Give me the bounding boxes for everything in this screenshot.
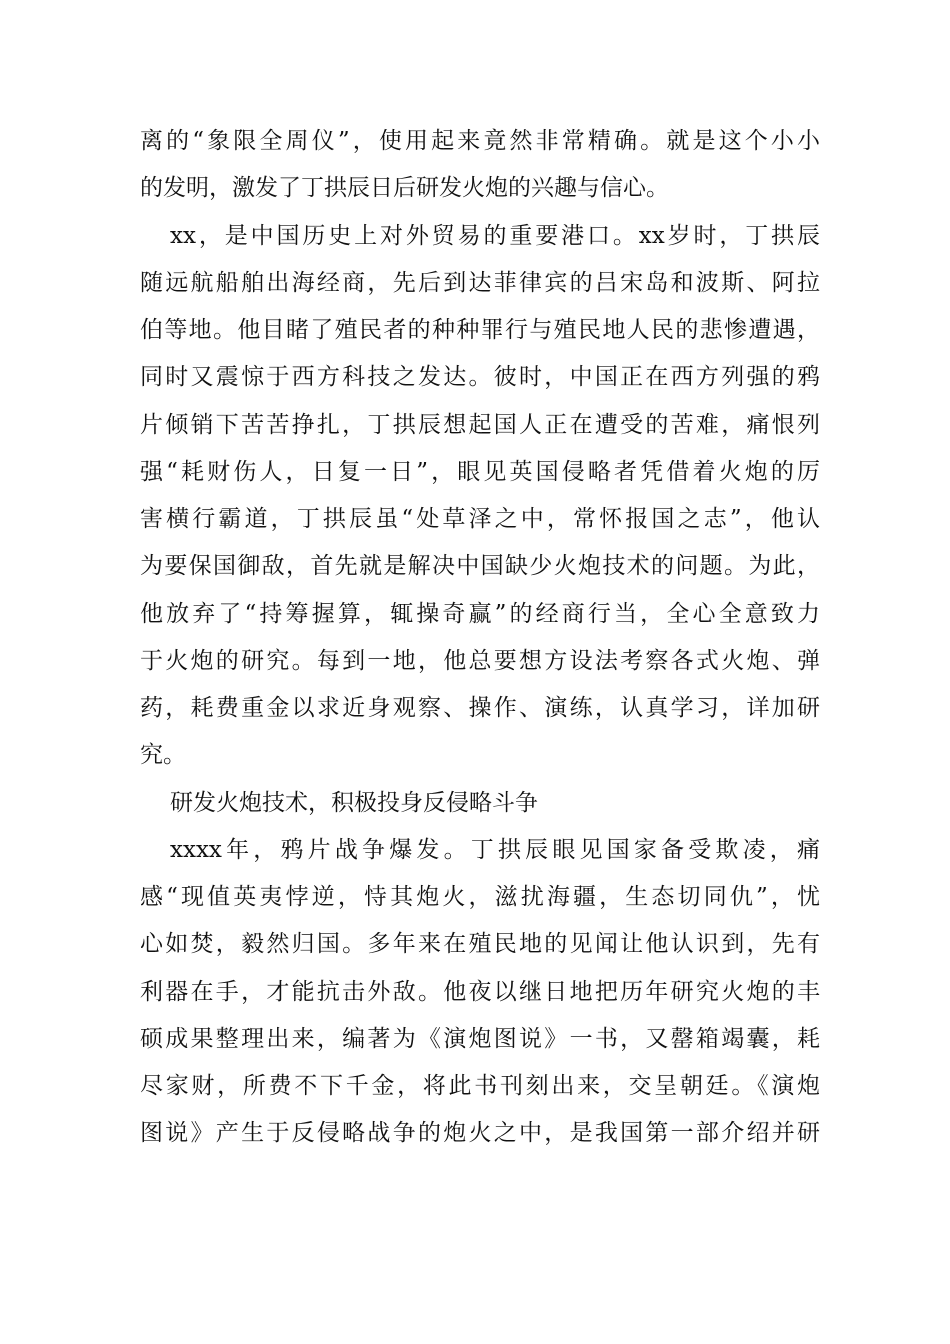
text-line: 感“现值英夷悖逆，恃其炮火，滋扰海疆，生态切同仇”，忧 — [140, 884, 820, 910]
text-line: 片倾销下苦苦挣扎，丁拱辰想起国人正在遭受的苦难，痛恨列 — [140, 411, 820, 438]
text-line: 害横行霸道，丁拱辰虽“处草泽之中，常怀报国之志”，他认 — [140, 506, 820, 532]
text-line: 药，耗费重金以求近身观察、操作、演练，认真学习，详加研 — [140, 695, 820, 721]
text-line: 究。 — [140, 742, 186, 769]
text-line: 利器在手，才能抗击外敌。他夜以继日地把历年研究火炮的丰 — [140, 978, 820, 1005]
text-line: 图说》产生于反侵略战争的炮火之中，是我国第一部介绍并研 — [140, 1120, 820, 1147]
document-body — [140, 118, 820, 1158]
text-line: xxxx年，鸦片战争爆发。丁拱辰眼见国家备受欺凌，痛 — [170, 836, 820, 863]
text-line: 随远航船舶出海经商，先后到达菲律宾的吕宋岛和波斯、阿拉 — [140, 269, 820, 296]
text-line: 离的“象限全周仪”，使用起来竟然非常精确。就是这个小小 — [140, 128, 820, 154]
text-line: 于火炮的研究。每到一地，他总要想方设法考察各式火炮、弹 — [140, 647, 820, 674]
text-line: 伯等地。他目睹了殖民者的种种罪行与殖民地人民的悲惨遭遇， — [140, 317, 820, 343]
text-line: 同时又震惊于西方科技之发达。彼时，中国正在西方列强的鸦 — [140, 364, 820, 391]
text-line: 硕成果整理出来，编著为《演炮图说》一书，又罄箱竭囊，耗 — [140, 1025, 820, 1052]
text-line: 强“耗财伤人，日复一日”，眼见英国侵略者凭借着火炮的厉 — [140, 458, 820, 485]
text-line: 心如焚，毅然归国。多年来在殖民地的见闻让他认识到，先有 — [140, 931, 820, 958]
text-line: 的发明，激发了丁拱辰日后研发火炮的兴趣与信心。 — [140, 175, 669, 202]
text-line: 为要保国御敌，首先就是解决中国缺少火炮技术的问题。为此， — [140, 553, 820, 580]
text-line: xx，是中国历史上对外贸易的重要港口。xx岁时，丁拱辰 — [170, 222, 820, 249]
text-line: 他放弃了“持筹握算，辄操奇赢”的经商行当，全心全意致力 — [140, 600, 820, 627]
text-line: 尽家财，所费不下千金，将此书刊刻出来，交呈朝廷。《演炮 — [140, 1073, 820, 1099]
section-heading: 研发火炮技术，积极投身反侵略斗争 — [170, 789, 538, 816]
